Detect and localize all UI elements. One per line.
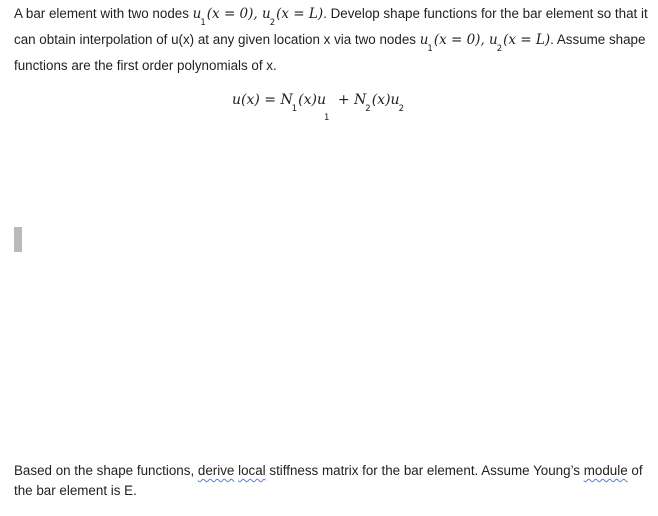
subscript-1: 1 bbox=[427, 44, 433, 54]
subscript-1: 1 bbox=[291, 104, 298, 114]
var-u: u bbox=[419, 32, 429, 48]
stiffness-question-paragraph bbox=[14, 461, 650, 501]
subscript-2: 2 bbox=[365, 104, 371, 114]
equation-term-1: (x)u bbox=[298, 92, 326, 108]
stiffness-text-2: stiffness matrix for the bar element. Assume Young’s bbox=[265, 463, 584, 478]
question-text-1: A bar element with two nodes bbox=[14, 6, 193, 21]
interpolation-equation bbox=[232, 88, 405, 123]
equation-plus: + bbox=[333, 92, 355, 108]
node-1-position: (x = 0), bbox=[206, 6, 262, 22]
shape-function-n: N bbox=[280, 92, 293, 108]
question-text-2: . Develop shape functions for the bar element so that it can obtain interpolation of u(x) at any given location x via two nodes bbox=[14, 6, 648, 47]
equation-lhs: u(x) = bbox=[232, 92, 281, 108]
var-u: u bbox=[262, 6, 271, 22]
node-2-position: (x = L) bbox=[276, 6, 324, 22]
stiffness-text-1: Based on the shape functions, bbox=[14, 463, 198, 478]
subscript-1: 1 bbox=[200, 18, 206, 28]
var-u: u bbox=[489, 32, 498, 48]
subscript-low-1: 1 bbox=[323, 113, 330, 123]
shape-function-n: N bbox=[354, 92, 367, 108]
nodes-expression-2 bbox=[419, 32, 551, 54]
spellcheck-word-derive[interactable]: derive bbox=[197, 463, 235, 478]
subscript-2: 2 bbox=[398, 104, 404, 114]
var-u: u bbox=[192, 6, 202, 22]
node-2-position: (x = L) bbox=[503, 32, 551, 48]
node-1-position: (x = 0), bbox=[433, 32, 490, 48]
spellcheck-word-module[interactable]: module bbox=[583, 463, 628, 478]
question-text-3: . Assume shape functions are the first order polynomials of x. bbox=[14, 32, 646, 73]
question-paragraph bbox=[14, 2, 650, 78]
text-cursor[interactable] bbox=[14, 227, 22, 252]
equation-term-2: (x)u bbox=[371, 92, 400, 108]
subscript-2: 2 bbox=[496, 44, 503, 54]
stiffness-text-3: of the bar element is E. bbox=[14, 463, 643, 498]
subscript-2: 2 bbox=[269, 18, 276, 28]
spellcheck-word-local[interactable]: local bbox=[238, 463, 266, 478]
nodes-expression-1 bbox=[192, 6, 324, 28]
